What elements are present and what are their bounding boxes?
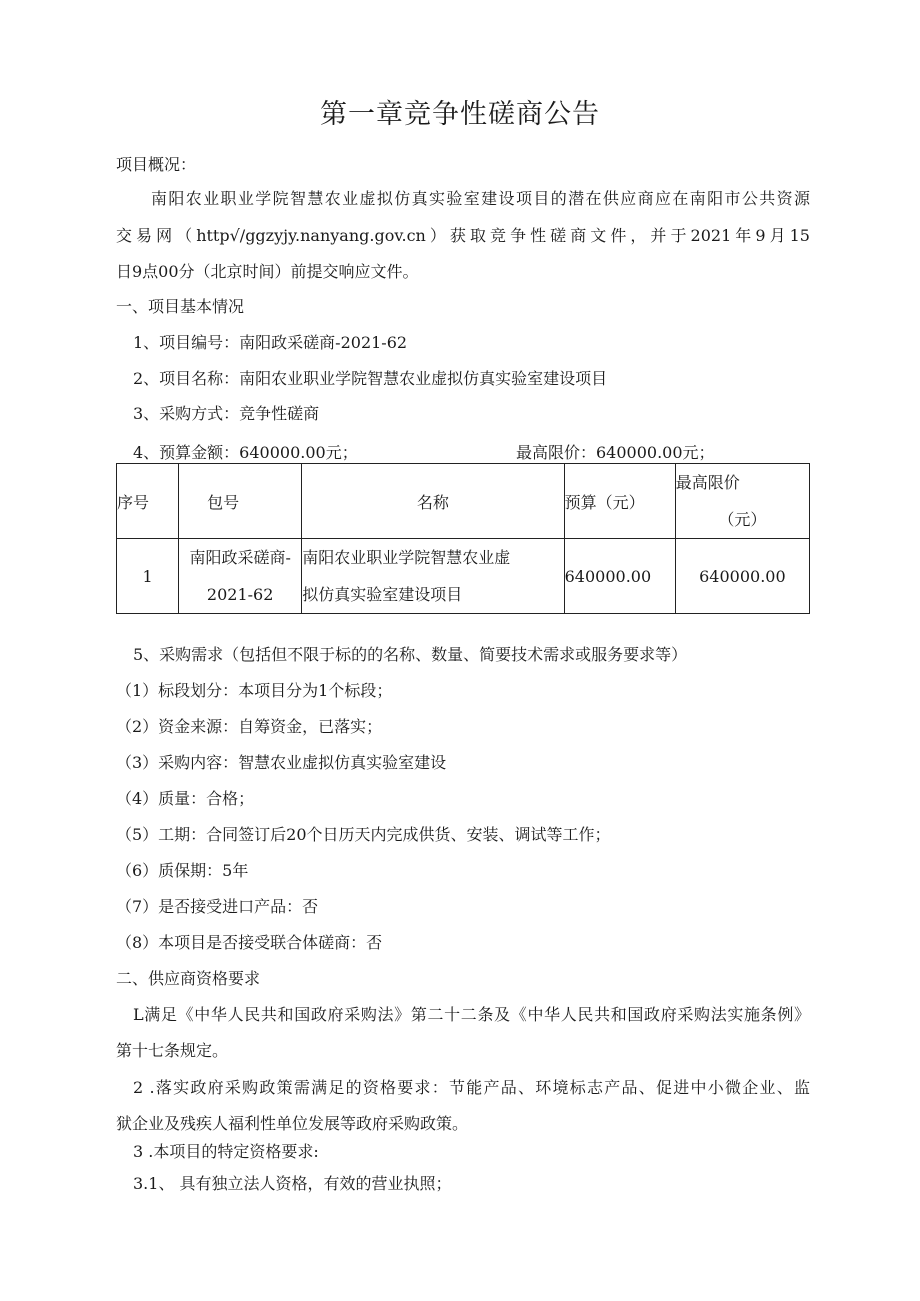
requirements-heading: 5、采购需求（包括但不限于标的的名称、数量、简要技术需求或服务要求等）	[133, 645, 688, 664]
overview-line-2: 交易网（http√/ggzyjy.nanyang.gov.cn）获取竞争性磋商文件，并于2021年9月15	[116, 226, 810, 245]
requirement-line: （3）采购内容：智慧农业虚拟仿真实验室建设	[116, 753, 447, 772]
requirement-line: （5）工期：合同签订后20个日历天内完成供货、安装、调试等工作；	[116, 825, 611, 844]
table-row	[117, 539, 810, 614]
qualification-1-line-2: 第十七条规定。	[116, 1041, 229, 1060]
requirement-line: （4）质量：合格；	[116, 789, 255, 808]
qualification-1-line-1: L满足《中华人民共和国政府采购法》第二十二条及《中华人民共和国政府采购法实施条例》	[133, 1005, 810, 1024]
overview-line-3: 日9点00分（北京时间）前提交响应文件。	[116, 262, 419, 281]
cell-seq: 1	[117, 539, 179, 614]
qualification-3: 3 .本项目的特定资格要求:	[133, 1142, 319, 1161]
section2-heading: 二、供应商资格要求	[116, 969, 261, 988]
qualification-2-line-2: 狱企业及残疾人福利性单位发展等政府采购政策。	[116, 1114, 469, 1133]
cell-name: 南阳农业职业学院智慧农业虚 拟仿真实验室建设项目	[302, 539, 564, 614]
procurement-method: 3、采购方式：竞争性磋商	[133, 404, 320, 423]
requirement-line: （8）本项目是否接受联合体磋商：否	[116, 933, 383, 952]
requirement-line: （6）质保期：5年	[116, 861, 249, 880]
qualification-2-line-1: 2 .落实政府采购政策需满足的资格要求：节能产品、环境标志产品、促进中小微企业、监	[133, 1078, 810, 1097]
header-name: 名称	[302, 464, 564, 539]
budget-table	[116, 463, 810, 614]
header-budget: 预算（元）	[564, 464, 675, 539]
requirement-line: （2）资金来源：自筹资金，已落实；	[116, 717, 383, 736]
section1-heading: 一、项目基本情况	[116, 297, 245, 316]
header-seq: 序号	[117, 464, 179, 539]
qualification-3-1: 3.1、 具有独立法人资格，有效的营业执照；	[133, 1174, 452, 1193]
max-price: 最高限价：640000.00元；	[516, 443, 715, 462]
budget-amount: 4、预算金额：640000.00元；	[133, 443, 358, 462]
cell-max-price: 640000.00	[675, 539, 809, 614]
overview-label: 项目概况：	[116, 155, 197, 174]
table-header-row	[117, 464, 810, 539]
header-max-price: 最高限价 （元）	[675, 464, 809, 539]
overview-line-1: 南阳农业职业学院智慧农业虚拟仿真实验室建设项目的潜在供应商应在南阳市公共资源	[151, 189, 810, 208]
project-number: 1、项目编号：南阳政采磋商-2021-62	[133, 333, 408, 352]
requirement-line: （7）是否接受进口产品：否	[116, 897, 319, 916]
cell-budget: 640000.00	[564, 539, 675, 614]
cell-package: 南阳政采磋商- 2021-62	[179, 539, 302, 614]
project-name: 2、项目名称：南阳农业职业学院智慧农业虚拟仿真实验室建设项目	[133, 369, 608, 388]
header-package: 包号	[179, 464, 302, 539]
requirement-line: （1）标段划分：本项目分为1个标段；	[116, 681, 393, 700]
page-title: 第一章竞争性磋商公告	[320, 99, 600, 130]
